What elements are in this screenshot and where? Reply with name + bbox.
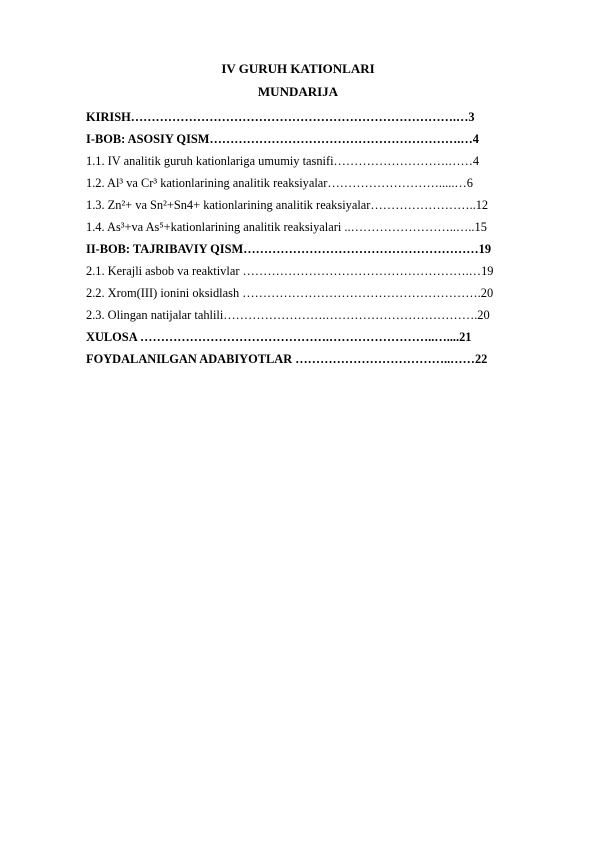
toc-entry-1-2: 1.2. Al³ va Cr³ kationlarining analitik reaksiyalar……………………….....…6	[86, 176, 474, 190]
document-title: IV GURUH KATIONLARI	[221, 61, 375, 76]
toc-entry-references: FOYDALANILGAN ADABIYOTLAR ………………………………..……22	[86, 352, 488, 366]
table-of-contents	[86, 106, 556, 370]
toc-entry-2-2: 2.2. Xrom(III) ionini oksidlash ………………………………………………….20	[86, 286, 494, 300]
toc-entry-1-4: 1.4. As³+va As⁵+kationlarining analitik reaksiyalari ..……………………..…..15	[86, 220, 487, 234]
toc-entry-chapter-1: I-BOB: ASOSIY QISM…………………………………………………….…4	[86, 132, 479, 146]
toc-entry-2-3: 2.3. Olingan natijalar tahlili…………………….……………………………….20	[86, 308, 490, 322]
toc-entry-xulosa: XULOSA ……………………………………….……………………..…....21	[86, 330, 472, 344]
toc-entry-chapter-2: II-BOB: TAJRIBAVIY QISM…………………………………………………19	[86, 242, 492, 256]
toc-entry-kirish: KIRISH…………………………………………………………………….…3	[86, 110, 475, 124]
toc-entry-2-1: 2.1. Kerajli asbob va reaktivlar ……………………………………………….…19	[86, 264, 494, 278]
toc-entry-1-1: 1.1. IV analitik guruh kationlariga umumiy tasnifi……………………….……4	[86, 154, 480, 168]
toc-entry-1-3: 1.3. Zn²+ va Sn²+Sn4+ kationlarining analitik reaksiyalar……………………..12	[86, 198, 489, 212]
toc-heading: MUNDARIJA	[257, 84, 339, 99]
